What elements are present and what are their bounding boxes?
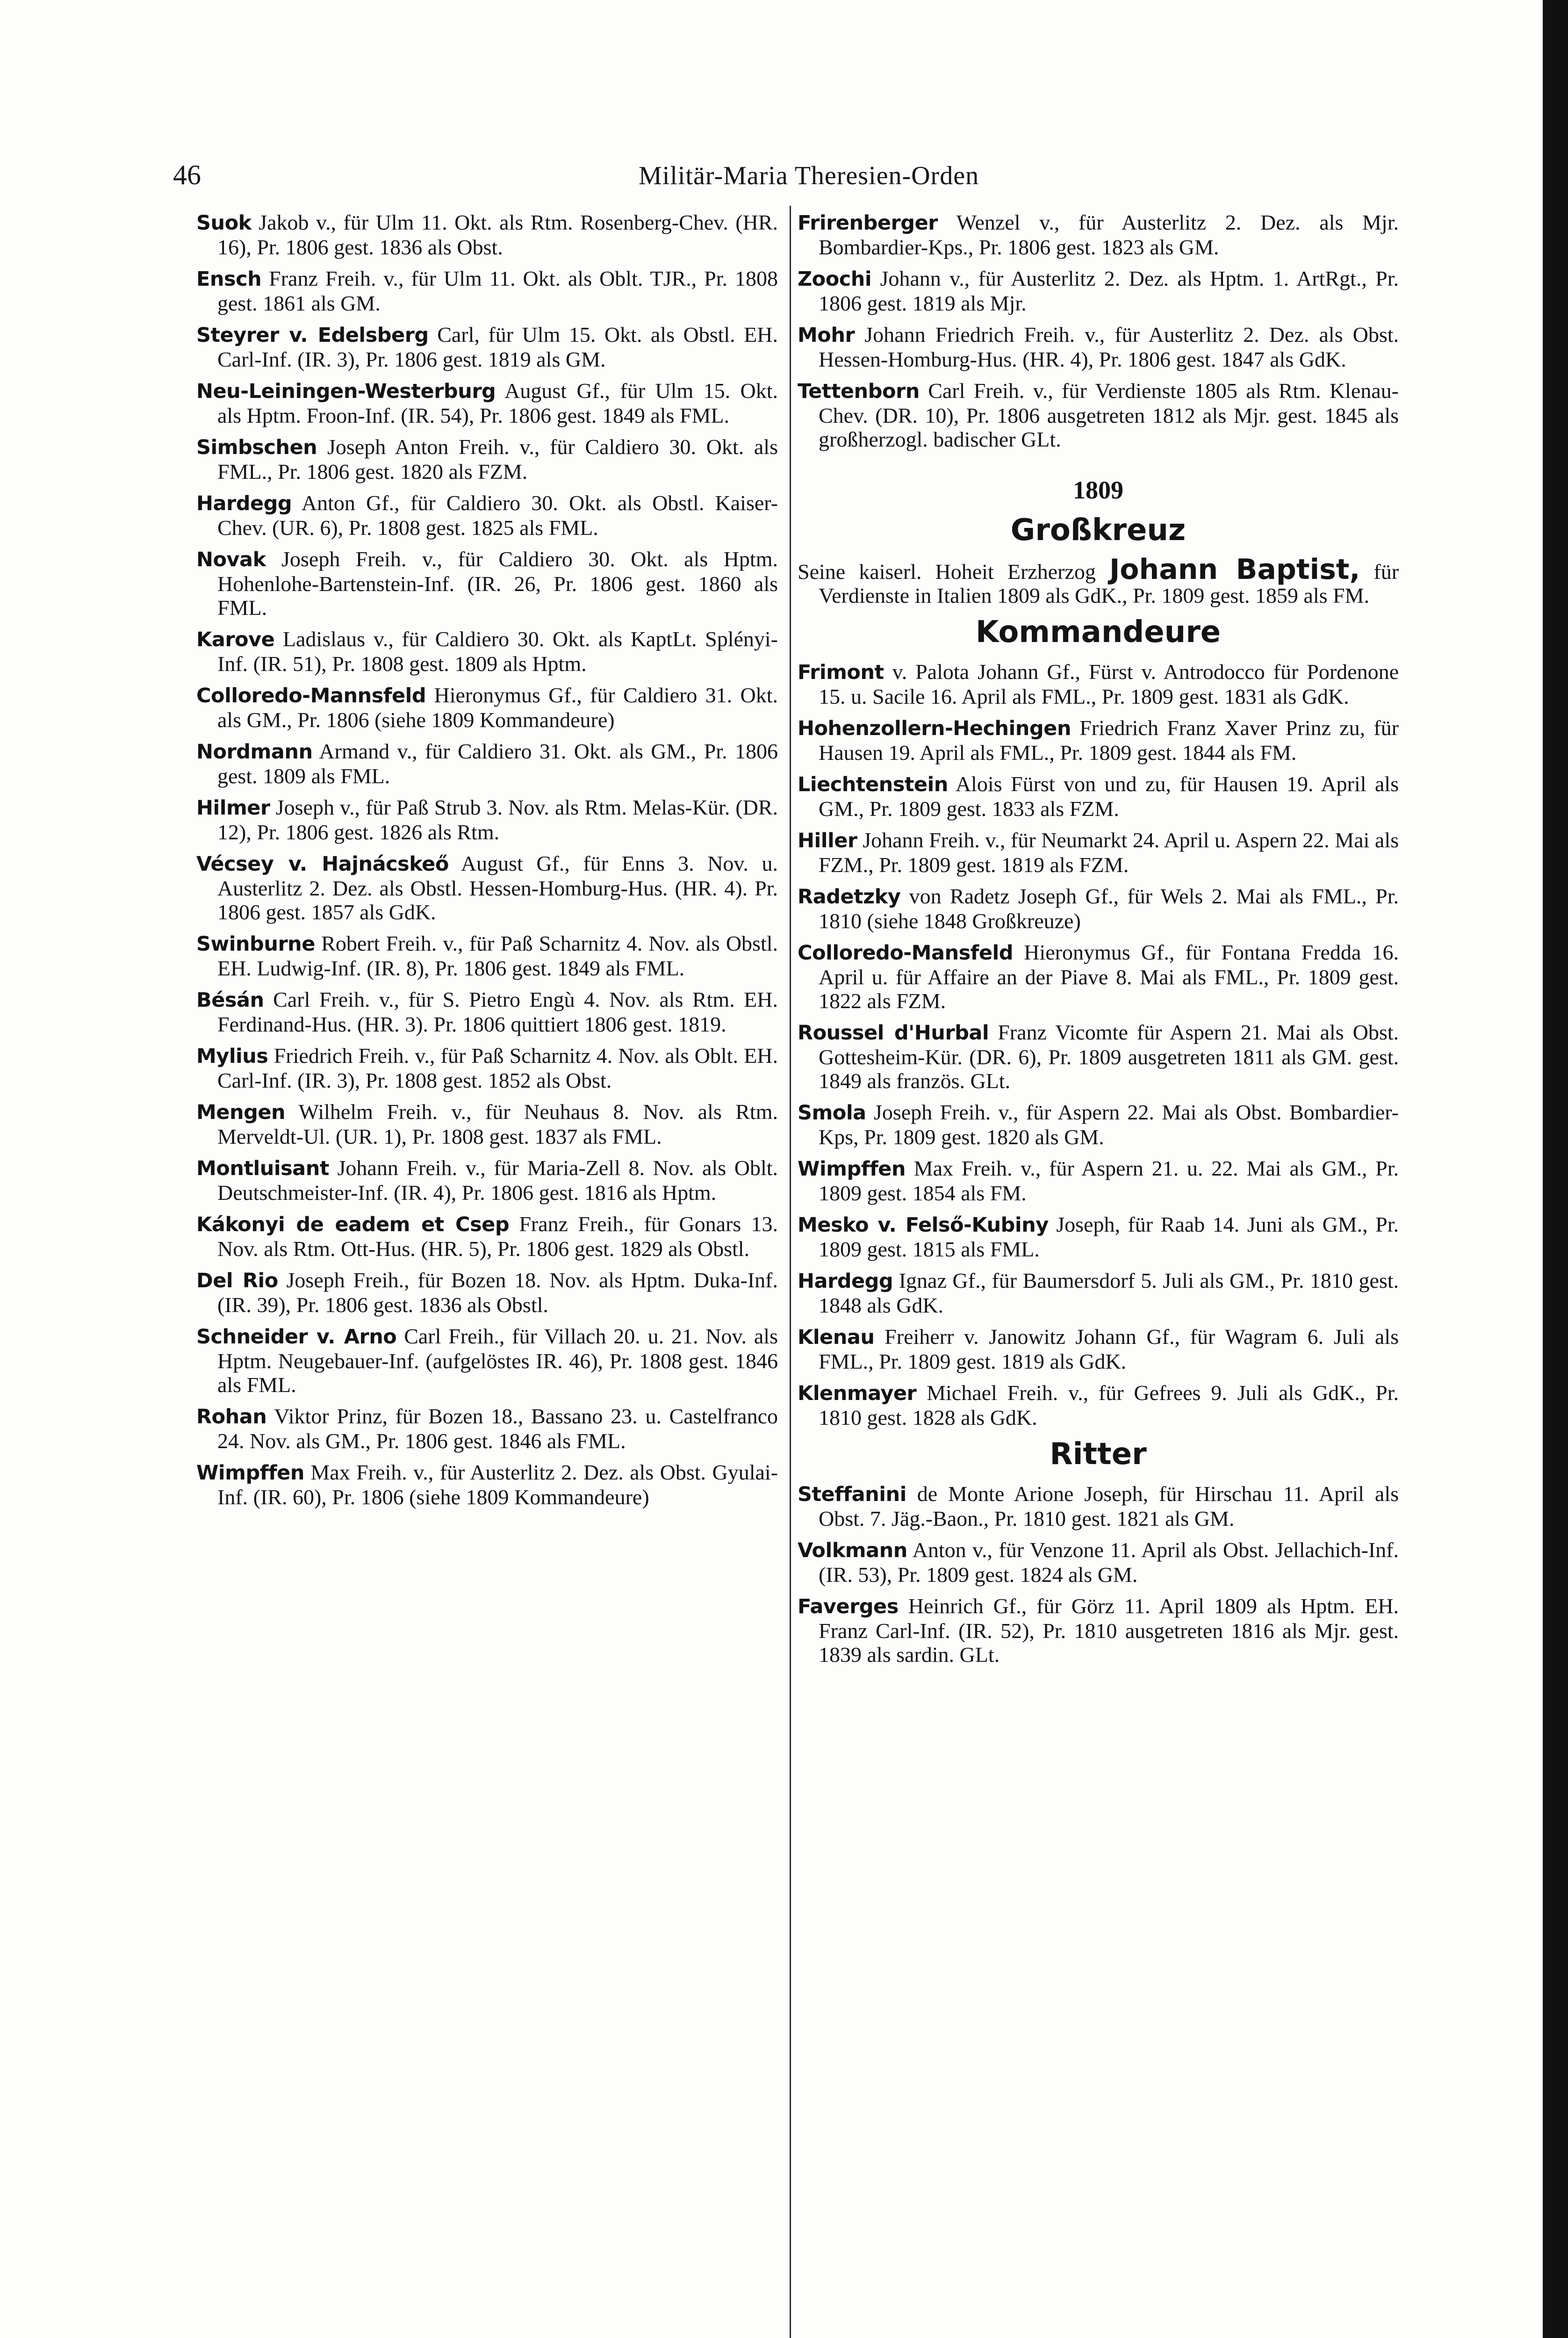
kommandeure-list bbox=[798, 660, 1399, 1429]
entry-text: Jakob v., für Ulm 11. Okt. als Rtm. Rosenberg-Chev. (HR. 16), Pr. 1806 gest. 1836 als Obst. bbox=[217, 210, 778, 259]
entry-name: Smola bbox=[798, 1101, 866, 1125]
entry-text: Franz Freih. v., für Ulm 11. Okt. als Oblt. TJR., Pr. 1808 gest. 1861 als GM. bbox=[217, 267, 778, 315]
entry-text: Friedrich Franz Xaver Prinz zu, für Hausen 19. April als FML., Pr. 1809 gest. 1844 als FM. bbox=[819, 716, 1399, 765]
entry bbox=[798, 323, 1399, 371]
entry-name: Ensch bbox=[196, 267, 262, 291]
entry-name: Roussel d'Hurbal bbox=[798, 1021, 989, 1045]
page-number: 46 bbox=[173, 159, 201, 190]
entry-name: Simbschen bbox=[196, 436, 317, 459]
entry bbox=[196, 931, 778, 980]
entry-text: Hieronymus Gf., für Fontana Fredda 16. April u. für Affaire an der Piave 8. Mai als FML., Pr. 1809 gest. 1822 als FZM. bbox=[819, 940, 1399, 1013]
entry-text: v. Palota Johann Gf., Fürst v. Antrodocco für Pordenone 15. u. Sacile 16. April als FML., Pr. 1809 gest. 1831 als GdK. bbox=[819, 660, 1399, 708]
entry-text: de Monte Arione Joseph, für Hirschau 11. April als Obst. 7. Jäg.-Baon., Pr. 1810 gest. 1821 als GM. bbox=[819, 1482, 1399, 1530]
section-title-grosskreuz: Großkreuz bbox=[1010, 513, 1186, 548]
entry-name: Suok bbox=[196, 211, 252, 235]
entry bbox=[196, 1460, 778, 1509]
entry bbox=[798, 1020, 1399, 1093]
entry-name: Hardegg bbox=[798, 1270, 893, 1293]
entry-text: August Gf., für Enns 3. Nov. u. Austerlitz 2. Dez. als Obstl. Hessen-Homburg-Hus. (HR. 4). Pr. 1806 gest. 1857 als GdK. bbox=[217, 851, 778, 924]
entry-name: Vécsey v. Hajnácskeő bbox=[196, 852, 449, 876]
entry bbox=[798, 1269, 1399, 1317]
entry-name: Colloredo-Mannsfeld bbox=[196, 684, 426, 707]
entry-name: Liechtenstein bbox=[798, 773, 948, 796]
entry-text: Ignaz Gf., für Baumersdorf 5. Juli als GM., Pr. 1810 gest. 1848 als GdK. bbox=[819, 1269, 1399, 1317]
left-column bbox=[196, 210, 778, 1516]
entry-name: Nordmann bbox=[196, 740, 313, 764]
entry-text: Johann v., für Austerlitz 2. Dez. als Hptm. 1. ArtRgt., Pr. 1806 gest. 1819 als Mjr. bbox=[819, 267, 1399, 315]
entry-text: Viktor Prinz, für Bozen 18., Bassano 23. u. Castelfranco 24. Nov. als GM., Pr. 1806 gest. 1846 als FML. bbox=[217, 1404, 778, 1453]
entry-text: Ladislaus v., für Caldiero 30. Okt. als KaptLt. Splényi-Inf. (IR. 51), Pr. 1808 gest. 1809 als Hptm. bbox=[217, 627, 778, 676]
entry-name: Zoochi bbox=[798, 267, 872, 291]
entry-text: Alois Fürst von und zu, für Hausen 19. April als GM., Pr. 1809 gest. 1833 als FZM. bbox=[819, 772, 1399, 821]
entry bbox=[798, 716, 1399, 765]
entry-text: Armand v., für Caldiero 31. Okt. als GM., Pr. 1806 gest. 1809 als FML. bbox=[217, 739, 778, 788]
entry-text: Joseph Freih., für Bozen 18. Nov. als Hptm. Duka-Inf. (IR. 39), Pr. 1806 gest. 1836 als Obstl. bbox=[217, 1268, 778, 1317]
entry-text: Johann Freih. v., für Neumarkt 24. April u. Aspern 22. Mai als FZM., Pr. 1809 gest. 1819 als FZM. bbox=[819, 828, 1399, 877]
entry-text: Franz Freih., für Gonars 13. Nov. als Rtm. Ott-Hus. (HR. 5), Pr. 1806 gest. 1829 als Obstl. bbox=[217, 1212, 778, 1261]
entry bbox=[196, 1268, 778, 1317]
entry-name: Frimont bbox=[798, 661, 884, 684]
entry-text: Friedrich Freih. v., für Paß Scharnitz 4. Nov. als Oblt. EH. Carl-Inf. (IR. 3), Pr. 1808 gest. 1852 als Obst. bbox=[217, 1044, 778, 1092]
grosskreuz-prefix: Seine kaiserl. Hoheit Erzherzog bbox=[798, 560, 1109, 584]
entry bbox=[196, 851, 778, 924]
entry bbox=[798, 884, 1399, 933]
entry-text: Carl, für Ulm 15. Okt. als Obstl. EH. Carl-Inf. (IR. 3), Pr. 1806 gest. 1819 als GM. bbox=[217, 323, 778, 371]
entry bbox=[798, 660, 1399, 708]
entry-name: Klenau bbox=[798, 1326, 875, 1349]
entry bbox=[196, 739, 778, 788]
entry bbox=[798, 1325, 1399, 1373]
entry bbox=[798, 1100, 1399, 1149]
entry bbox=[196, 491, 778, 540]
entry bbox=[196, 1100, 778, 1148]
entry bbox=[196, 547, 778, 620]
entry-name: Steffanini bbox=[798, 1483, 906, 1506]
entry-text: Carl Freih., für Villach 20. u. 21. Nov. als Hptm. Neugebauer-Inf. (aufgelöstes IR. 46), Pr. 1808 gest. 1846 als FML. bbox=[217, 1324, 778, 1397]
right-top-entries bbox=[798, 210, 1399, 451]
entry-name: Mengen bbox=[196, 1101, 286, 1124]
entry-text: Hieronymus Gf., für Caldiero 31. Okt. als GM., Pr. 1806 (siehe 1809 Kommandeure) bbox=[217, 683, 778, 732]
entry-text: Wenzel v., für Austerlitz 2. Dez. als Mjr. Bombardier-Kps., Pr. 1806 gest. 1823 als GM. bbox=[819, 210, 1399, 259]
entry-name: Karove bbox=[196, 628, 275, 651]
entry bbox=[196, 435, 778, 483]
entry bbox=[798, 1381, 1399, 1429]
entry bbox=[798, 1594, 1399, 1667]
entry-text: Johann Friedrich Freih. v., für Austerlitz 2. Dez. als Obst. Hessen-Homburg-Hus. (HR. 4), Pr. 1806 gest. 1847 als GdK. bbox=[819, 323, 1399, 371]
entry-text: Michael Freih. v., für Gefrees 9. Juli als GdK., Pr. 1810 gest. 1828 als GdK. bbox=[819, 1381, 1399, 1429]
entry-text: von Radetz Joseph Gf., für Wels 2. Mai als FML., Pr. 1810 (siehe 1848 Großkreuze) bbox=[819, 884, 1399, 933]
entry-name: Bésán bbox=[196, 989, 264, 1012]
entry bbox=[196, 1324, 778, 1397]
entry-name: Montluisant bbox=[196, 1157, 329, 1180]
entry bbox=[196, 627, 778, 676]
entry-text: Anton v., für Venzone 11. April als Obst. Jellachich-Inf. (IR. 53), Pr. 1809 gest. 1824 als GM. bbox=[819, 1538, 1399, 1587]
entry bbox=[196, 323, 778, 371]
entry-text: Max Freih. v., für Austerlitz 2. Dez. als Obst. Gyulai-Inf. (IR. 60), Pr. 1806 (siehe 1809 Kommandeure) bbox=[217, 1460, 778, 1509]
entry bbox=[798, 1156, 1399, 1205]
entry-text: Johann Freih. v., für Maria-Zell 8. Nov. als Oblt. Deutschmeister-Inf. (IR. 4), Pr. 1806 gest. 1816 als Hptm. bbox=[217, 1156, 778, 1205]
entry-text: Joseph Freih. v., für Aspern 22. Mai als Obst. Bombardier-Kps, Pr. 1809 gest. 1820 als GM. bbox=[819, 1100, 1399, 1149]
right-column bbox=[798, 210, 1399, 1674]
entry-name: Radetzky bbox=[798, 885, 901, 909]
entry bbox=[196, 210, 778, 259]
entry-name: Steyrer v. Edelsberg bbox=[196, 324, 429, 347]
entry-name: Hiller bbox=[798, 829, 857, 852]
entry-name: Wimpffen bbox=[798, 1157, 906, 1181]
entry-text: Wilhelm Freih. v., für Neuhaus 8. Nov. als Rtm. Merveldt-Ul. (UR. 1), Pr. 1808 gest. 1837 als FML. bbox=[217, 1100, 778, 1148]
running-title: Militär-Maria Theresien-Orden bbox=[638, 161, 979, 190]
entry-text: Anton Gf., für Caldiero 30. Okt. als Obstl. Kaiser-Chev. (UR. 6), Pr. 1808 gest. 1825 als FML. bbox=[217, 491, 778, 540]
entry-name: Mylius bbox=[196, 1045, 268, 1068]
year-heading: 1809 bbox=[1073, 476, 1123, 504]
entry-text: Carl Freih. v., für Verdienste 1805 als Rtm. Klenau-Chev. (DR. 10), Pr. 1806 ausgetreten 1812 als Mjr. gest. 1845 als großherzogl. badischer GLt. bbox=[819, 379, 1399, 451]
grosskreuz-entry bbox=[798, 553, 1399, 607]
entry bbox=[196, 1044, 778, 1092]
section-title-kommandeure: Kommandeure bbox=[975, 615, 1221, 649]
entry-name: Neu-Leiningen-Westerburg bbox=[196, 380, 496, 403]
entry-name: Del Rio bbox=[196, 1269, 278, 1292]
entry bbox=[798, 828, 1399, 877]
entry-name: Mohr bbox=[798, 324, 855, 347]
entry bbox=[798, 267, 1399, 315]
entry bbox=[798, 1212, 1399, 1261]
entry bbox=[196, 795, 778, 844]
ritter-list bbox=[798, 1482, 1399, 1667]
scan-edge-right bbox=[1543, 0, 1568, 2338]
entry bbox=[196, 683, 778, 732]
entry-name: Swinburne bbox=[196, 932, 315, 956]
entry-name: Mesko v. Felső-Kubiny bbox=[798, 1213, 1049, 1237]
entry bbox=[196, 1404, 778, 1453]
column-divider bbox=[790, 206, 791, 2338]
entry-text: August Gf., für Ulm 15. Okt. als Hptm. Froon-Inf. (IR. 54), Pr. 1806 gest. 1849 als FML. bbox=[217, 379, 778, 427]
entry-name: Hilmer bbox=[196, 796, 270, 820]
entry-name: Tettenborn bbox=[798, 380, 920, 403]
page-header bbox=[173, 159, 1445, 196]
entry-text: Joseph v., für Paß Strub 3. Nov. als Rtm. Melas-Kür. (DR. 12), Pr. 1806 gest. 1826 als Rtm. bbox=[217, 795, 778, 844]
entry-text: Franz Vicomte für Aspern 21. Mai als Obst. Gottesheim-Kür. (DR. 6), Pr. 1809 ausgetreten 1811 als GM. gest. 1849 als französ. GLt. bbox=[819, 1020, 1399, 1093]
entry-text: Joseph Freih. v., für Caldiero 30. Okt. als Hptm. Hohenlohe-Bartenstein-Inf. (IR. 26, Pr. 1806 gest. 1860 als FML. bbox=[217, 547, 778, 620]
grosskreuz-name: Johann Baptist, bbox=[1109, 553, 1360, 586]
entry-name: Rohan bbox=[196, 1405, 267, 1429]
entry bbox=[798, 772, 1399, 821]
entry-name: Volkmann bbox=[798, 1539, 907, 1562]
entry-text: Freiherr v. Janowitz Johann Gf., für Wagram 6. Juli als FML., Pr. 1809 gest. 1819 als GdK. bbox=[819, 1325, 1399, 1373]
entry-name: Wimpffen bbox=[196, 1461, 304, 1485]
entry bbox=[798, 379, 1399, 451]
entry-name: Frirenberger bbox=[798, 211, 938, 235]
entry bbox=[196, 379, 778, 427]
entry-name: Hardegg bbox=[196, 492, 292, 515]
entry-text: Carl Freih. v., für S. Pietro Engù 4. Nov. als Rtm. EH. Ferdinand-Hus. (HR. 3). Pr. 1806 quittiert 1806 gest. 1819. bbox=[217, 988, 778, 1036]
entry-name: Klenmayer bbox=[798, 1382, 917, 1405]
entry-name: Faverges bbox=[798, 1595, 899, 1618]
entry bbox=[196, 988, 778, 1036]
grosskreuz-text: für Verdienste in Italien 1809 als GdK., Pr. 1809 gest. 1859 als FM. bbox=[819, 560, 1399, 607]
entry-name: Hohenzollern-Hechingen bbox=[798, 717, 1071, 740]
entry-name: Colloredo-Mansfeld bbox=[798, 941, 1014, 965]
entry bbox=[196, 267, 778, 315]
entry bbox=[196, 1156, 778, 1205]
entry-text: Joseph, für Raab 14. Juni als GM., Pr. 1809 gest. 1815 als FML. bbox=[819, 1212, 1399, 1261]
entry-name: Schneider v. Arno bbox=[196, 1325, 397, 1349]
entry bbox=[196, 1212, 778, 1261]
entry bbox=[798, 1482, 1399, 1530]
entry bbox=[798, 210, 1399, 259]
entry-text: Joseph Anton Freih. v., für Caldiero 30. Okt. als FML., Pr. 1806 gest. 1820 als FZM. bbox=[217, 435, 778, 483]
entry bbox=[798, 1538, 1399, 1587]
entry bbox=[798, 940, 1399, 1013]
entry-text: Heinrich Gf., für Görz 11. April 1809 als Hptm. EH. Franz Carl-Inf. (IR. 52), Pr. 1810 ausgetreten 1816 als Mjr. gest. 1839 als sardin. GLt. bbox=[819, 1594, 1399, 1667]
entry-name: Novak bbox=[196, 548, 266, 571]
entry-text: Max Freih. v., für Aspern 21. u. 22. Mai als GM., Pr. 1809 gest. 1854 als FM. bbox=[819, 1156, 1399, 1205]
entry-name: Kákonyi de eadem et Csep bbox=[196, 1213, 510, 1236]
entry-text: Robert Freih. v., für Paß Scharnitz 4. Nov. als Obstl. EH. Ludwig-Inf. (IR. 8), Pr. 1806 gest. 1849 als FML. bbox=[217, 931, 778, 980]
section-title-ritter: Ritter bbox=[1050, 1437, 1147, 1472]
